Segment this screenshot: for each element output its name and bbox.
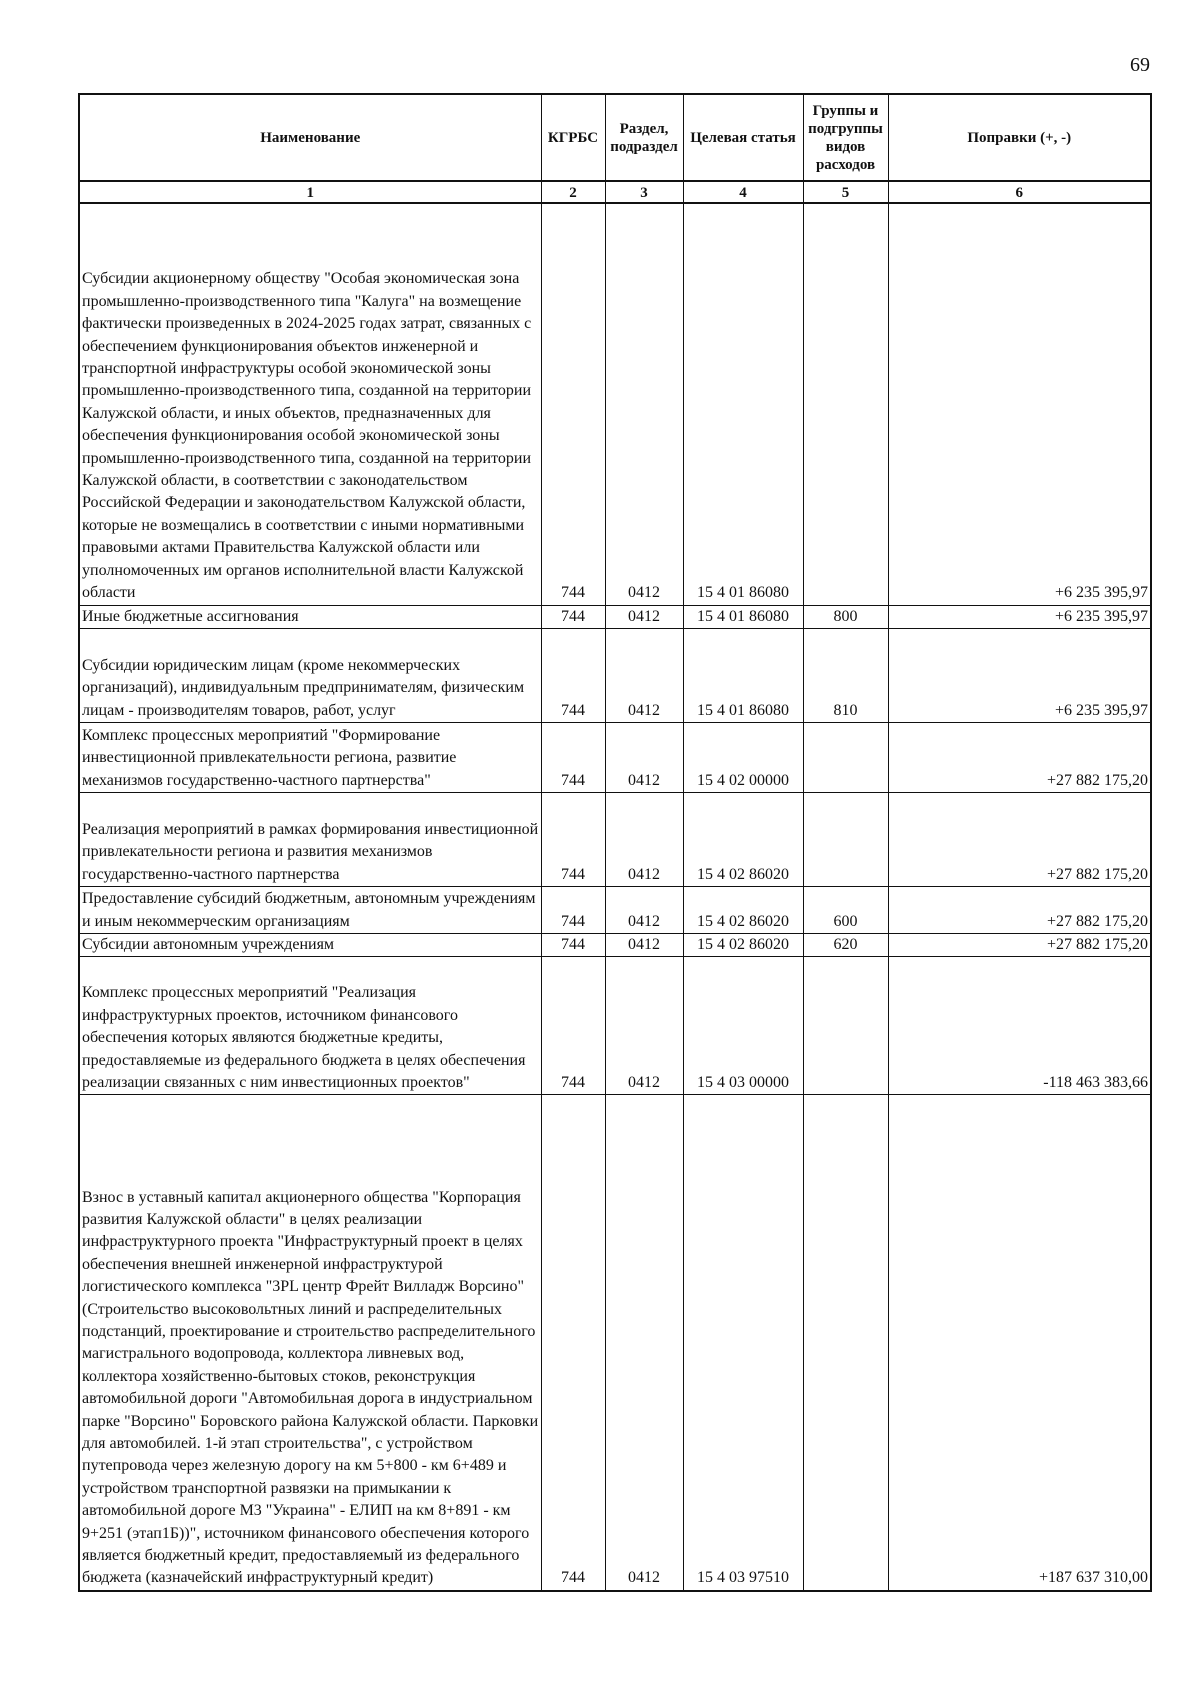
table-row <box>79 957 1151 1095</box>
column-number: 5 <box>803 181 888 203</box>
row-celevaya: 15 4 01 86080 <box>683 203 803 605</box>
row-gruppa: 620 <box>803 933 888 956</box>
row-name: Субсидии акционерному обществу "Особая экономическая зона промышленно-производственного типа "Калуга" на возмещение фактически произведенных в 2024-2025 годах затрат, связанных с обеспечением функционирования объектов инженерной и транспортной инфраструктуры особой экономической зоны промышленно-производственного типа, созданной на территории Калужской области, и иных объектов, предназначенных для обеспечения функционирования особой экономической зоны промышленно-производственного типа, созданной на территории Калужской области, в соответствии с законодательством Российской Федерации и законодательством Калужской области, которые не возмещались в соответствии с иными нормативными правовыми актами Правительства Калужской области или уполномоченных им органов исполнительной власти Калужской области <box>79 203 541 605</box>
row-popravki: +6 235 395,97 <box>888 628 1151 722</box>
row-popravki: +6 235 395,97 <box>888 203 1151 605</box>
row-popravki: -118 463 383,66 <box>888 957 1151 1095</box>
row-celevaya: 15 4 02 86020 <box>683 886 803 933</box>
row-popravki: +6 235 395,97 <box>888 605 1151 628</box>
row-name: Комплекс процессных мероприятий "Реализация инфраструктурных проектов, источником финансового обеспечения которых являются бюджетные кредиты, предоставляемые из федерального бюджета в целях обеспечения реализации связанных с ним инвестиционных проектов" <box>79 957 541 1095</box>
row-kgrbs: 744 <box>541 1095 605 1591</box>
row-razdel: 0412 <box>605 957 683 1095</box>
row-celevaya: 15 4 01 86080 <box>683 628 803 722</box>
row-kgrbs: 744 <box>541 722 605 792</box>
row-popravki: +27 882 175,20 <box>888 886 1151 933</box>
header-name: Наименование <box>79 94 541 181</box>
column-number: 2 <box>541 181 605 203</box>
header-row <box>79 94 1151 181</box>
table-row <box>79 203 1151 605</box>
table-row <box>79 628 1151 722</box>
row-name: Иные бюджетные ассигнования <box>79 605 541 628</box>
budget-table <box>78 93 1152 1592</box>
row-name: Комплекс процессных мероприятий "Формирование инвестиционной привлекательности региона, развитие механизмов государственно-частного партнерства" <box>79 722 541 792</box>
row-gruppa <box>803 792 888 886</box>
header-kgrbs: КГРБС <box>541 94 605 181</box>
row-razdel: 0412 <box>605 933 683 956</box>
row-popravki: +187 637 310,00 <box>888 1095 1151 1591</box>
page-number: 69 <box>1130 54 1150 76</box>
column-number: 4 <box>683 181 803 203</box>
row-celevaya: 15 4 03 00000 <box>683 957 803 1095</box>
column-number: 3 <box>605 181 683 203</box>
row-gruppa: 800 <box>803 605 888 628</box>
table-row <box>79 605 1151 628</box>
header-gruppa: Группы и подгруппы видов расходов <box>803 94 888 181</box>
row-celevaya: 15 4 01 86080 <box>683 605 803 628</box>
row-razdel: 0412 <box>605 1095 683 1591</box>
row-name: Реализация мероприятий в рамках формирования инвестиционной привлекательности региона и развития механизмов государственно-частного партнерства <box>79 792 541 886</box>
table-row <box>79 886 1151 933</box>
row-name: Субсидии автономным учреждениям <box>79 933 541 956</box>
row-popravki: +27 882 175,20 <box>888 792 1151 886</box>
row-gruppa <box>803 1095 888 1591</box>
row-kgrbs: 744 <box>541 203 605 605</box>
row-name: Субсидии юридическим лицам (кроме некоммерческих организаций), индивидуальным предпринимателям, физическим лицам - производителям товаров, работ, услуг <box>79 628 541 722</box>
row-kgrbs: 744 <box>541 886 605 933</box>
row-name: Предоставление субсидий бюджетным, автономным учреждениям и иным некоммерческим организациям <box>79 886 541 933</box>
row-gruppa: 810 <box>803 628 888 722</box>
row-gruppa: 600 <box>803 886 888 933</box>
table-row <box>79 933 1151 956</box>
row-razdel: 0412 <box>605 722 683 792</box>
row-gruppa <box>803 957 888 1095</box>
row-celevaya: 15 4 02 86020 <box>683 933 803 956</box>
row-razdel: 0412 <box>605 792 683 886</box>
row-popravki: +27 882 175,20 <box>888 933 1151 956</box>
row-razdel: 0412 <box>605 605 683 628</box>
row-celevaya: 15 4 02 86020 <box>683 792 803 886</box>
row-popravki: +27 882 175,20 <box>888 722 1151 792</box>
row-name: Взнос в уставный капитал акционерного общества "Корпорация развития Калужской области" в целях реализации инфраструктурного проекта "Инфраструктурный проект в целях обеспечения внешней инженерной инфраструктурой логистического комплекса "3PL центр Фрейт Вилладж Ворсино" (Строительство высоковольтных линий и распределительных подстанций, проектирование и строительство распределительного магистрального водопровода, коллектора ливневых вод, коллектора хозяйственно-бытовых стоков, реконструкция автомобильной дороги "Автомобильная дорога в индустриальном парке "Ворсино" Боровского района Калужской области. Парковки для автомобилей. 1-й этап строительства", с устройством путепровода через железную дорогу на км 5+800 - км 6+489 и устройством транспортной развязки на примыкании к автомобильной дороге М3 "Украина" - ЕЛИП на км 8+891 - км 9+251 (этап1Б))", источником финансового обеспечения которого является бюджетный кредит, предоставляемый из федерального бюджета (казначейский инфраструктурный кредит) <box>79 1095 541 1591</box>
row-razdel: 0412 <box>605 628 683 722</box>
row-kgrbs: 744 <box>541 957 605 1095</box>
row-kgrbs: 744 <box>541 605 605 628</box>
row-razdel: 0412 <box>605 203 683 605</box>
row-gruppa <box>803 722 888 792</box>
table-row <box>79 792 1151 886</box>
table-row <box>79 1095 1151 1591</box>
row-celevaya: 15 4 03 97510 <box>683 1095 803 1591</box>
row-celevaya: 15 4 02 00000 <box>683 722 803 792</box>
header-razdel: Раздел, подраздел <box>605 94 683 181</box>
row-razdel: 0412 <box>605 886 683 933</box>
header-popravki: Поправки (+, -) <box>888 94 1151 181</box>
header-celevaya: Целевая статья <box>683 94 803 181</box>
row-kgrbs: 744 <box>541 933 605 956</box>
column-number: 6 <box>888 181 1151 203</box>
column-number: 1 <box>79 181 541 203</box>
table-row <box>79 722 1151 792</box>
row-kgrbs: 744 <box>541 628 605 722</box>
row-kgrbs: 744 <box>541 792 605 886</box>
column-number-row <box>79 181 1151 203</box>
row-gruppa <box>803 203 888 605</box>
